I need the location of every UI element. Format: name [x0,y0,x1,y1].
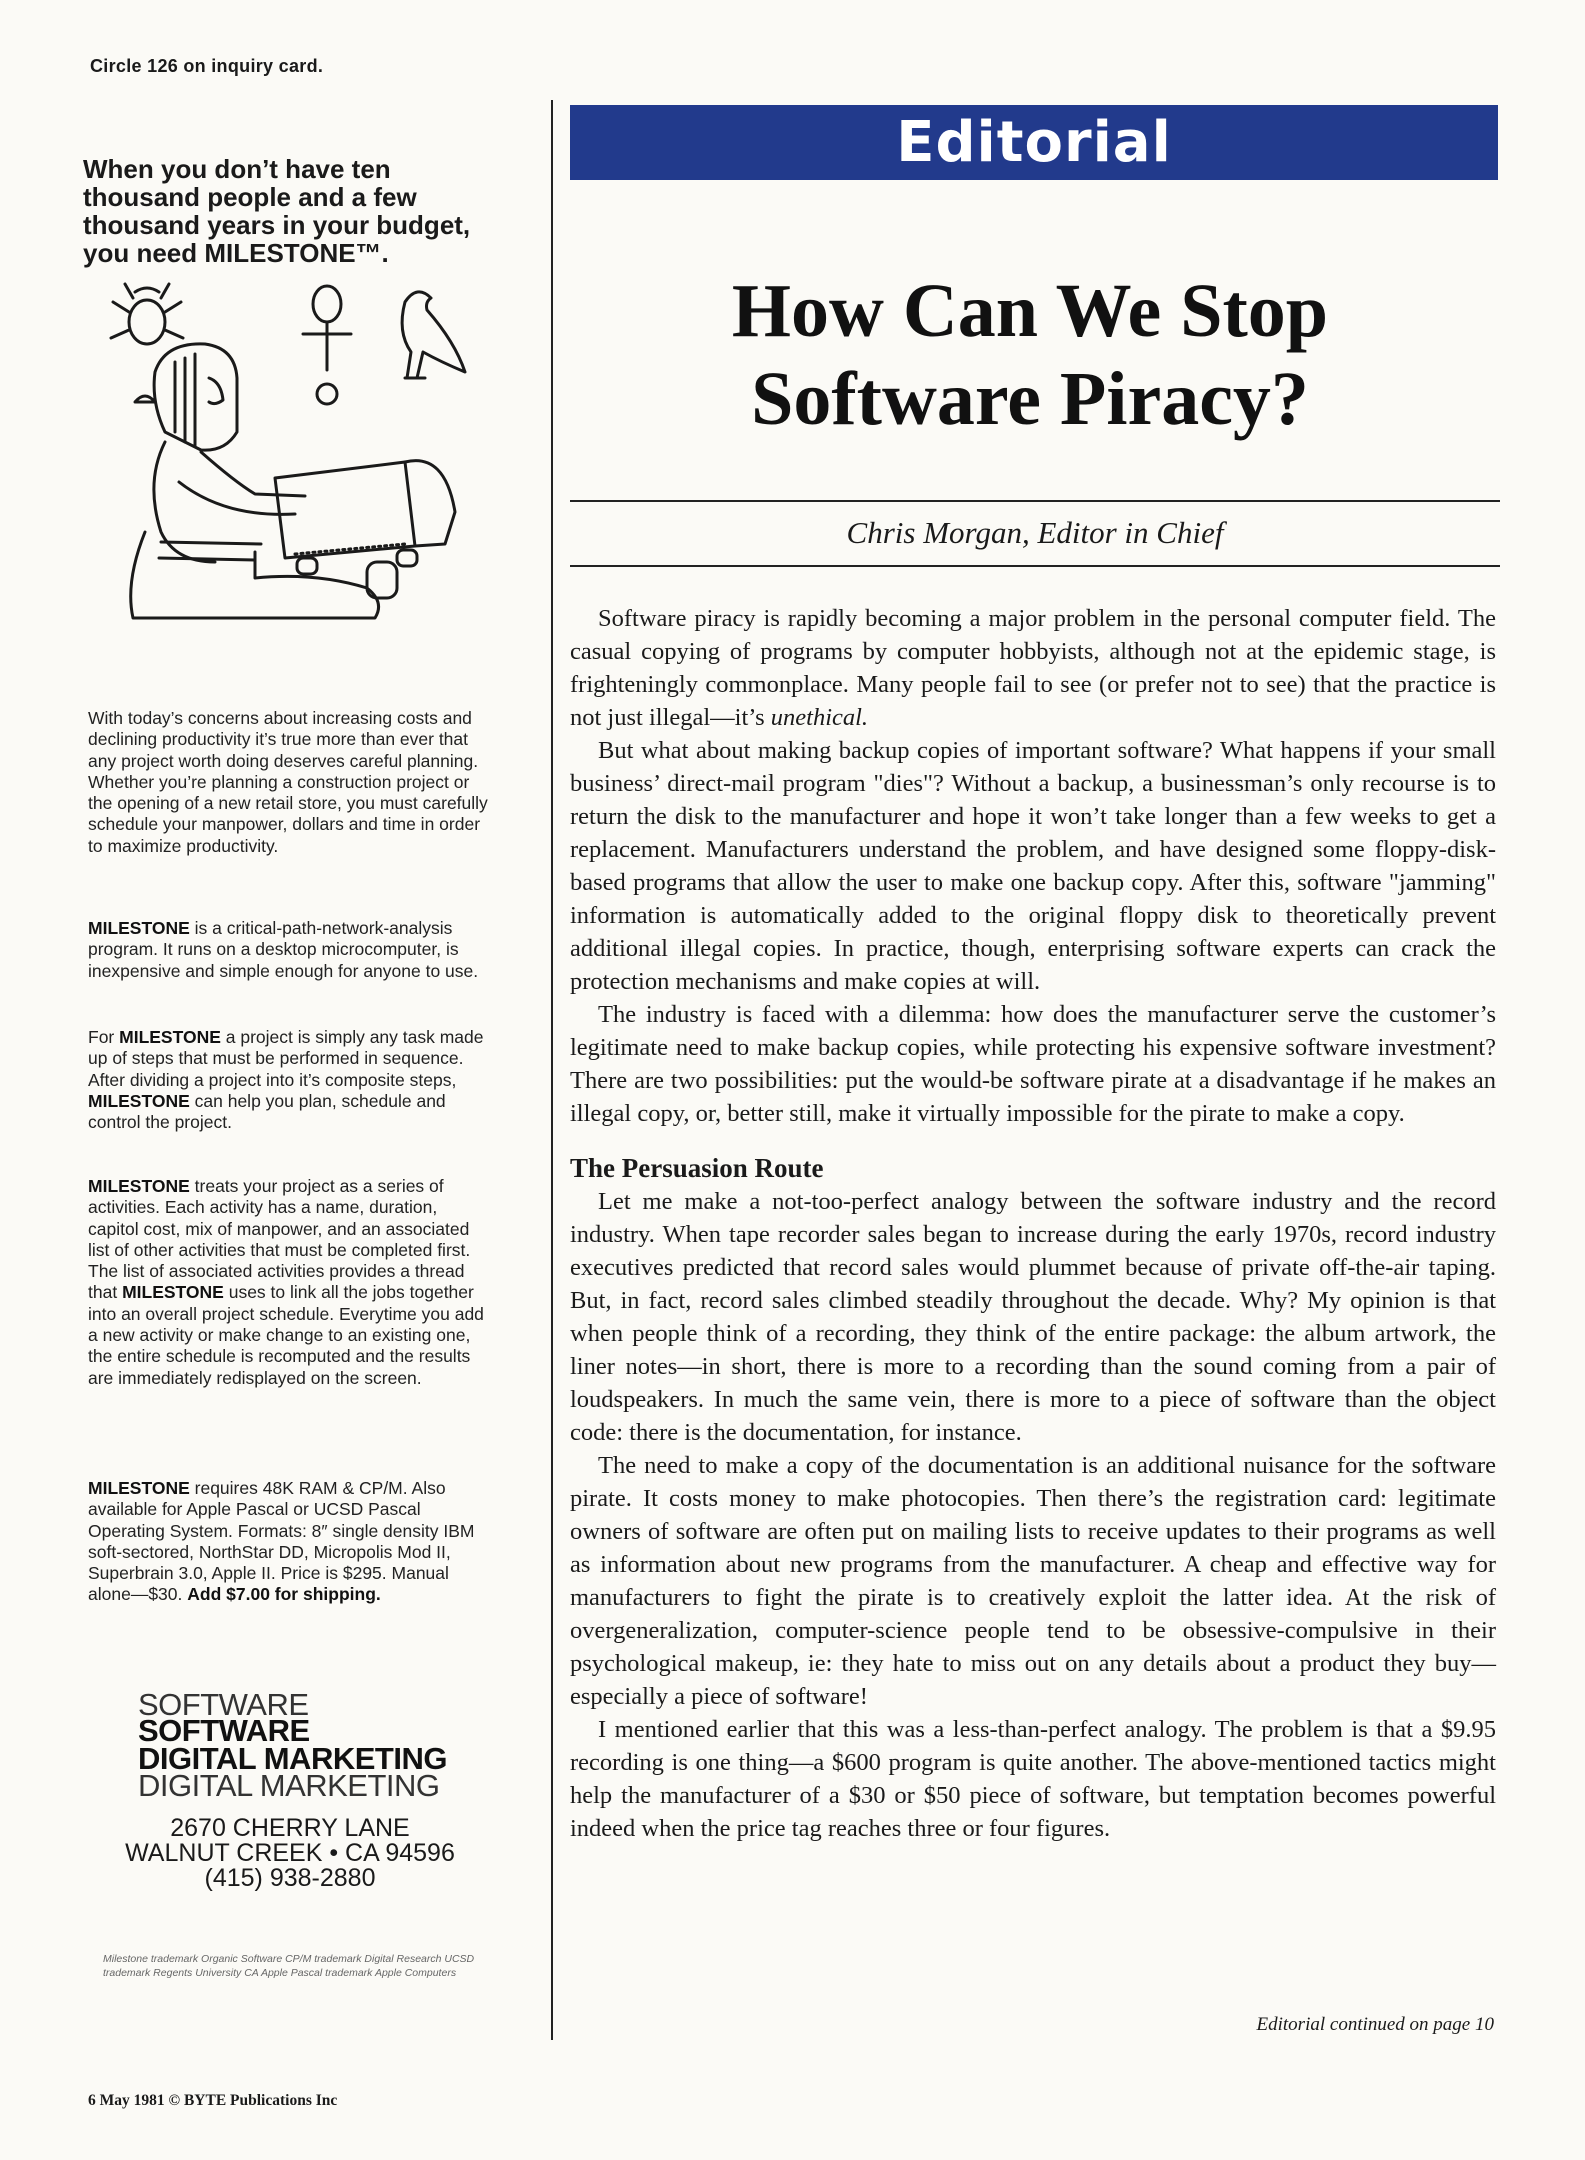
company-logo-line: DIGITAL MARKETING [138,1741,447,1776]
article-paragraph: I mentioned earlier that this was a less-than-perfect analogy. The problem is that a $9.95 recording is one thing—a $600 program is quite another. The above-mentioned tactics might help the manufacturer of a $30 or $50 piece of software, but temptation becomes powerful indeed when the price tag reaches three or four figures. [570,1716,1496,1842]
ad-text: is a critical-path-network-analysis program. It runs on a desktop microcomputer, is inexpensive and simple enough for anyone to use. [88,918,479,981]
page-footer: 6 May 1981 © BYTE Publications Inc [88,2092,338,2109]
byline-rule-top [570,500,1500,502]
company-logo-line: SOFTWARE [138,1687,309,1722]
article-subheading: The Persuasion Route [570,1153,824,1183]
pharaoh-computer-illustration [105,282,525,632]
article-title-line2: Software Piracy? [751,357,1309,441]
ad-paragraph-requirements [88,1478,488,1606]
product-name: MILESTONE [88,1176,190,1196]
product-name: MILESTONE [122,1282,224,1303]
shipping-note: Add $7.00 for shipping. [187,1584,381,1605]
article-paragraph: But what about making backup copies of important software? What happens if your small business’ direct-mail program "dies"? Without a backup, a businessman’s only recourse is to return the disk to the manufacturer and hope it won’t take longer than a few weeks to get a replacement. Manufacturers understand the problem, and have designed some floppy-disk-based programs that allow the user to make one backup copy. After this, software "jamming" information is automatically added to the original floppy disk to theoretically prevent additional illegal copies. In practice, though, enterprising software experts can crack the protection mechanisms and make copies at will. [570,737,1496,995]
ankh-icon [303,286,351,404]
ad-text: requires 48K RAM & CP/M. Also available for Apple Pascal or UCSD Pascal Operating System. Formats: 8″ single density IBM soft-sectored, NorthStar DD, Micropolis Mod II, Superbrain 3.0, Apple II. Price is $295. Manual alone—$30. [88,1478,475,1605]
continued-note: Editorial continued on page 10 [1256,2014,1494,2035]
ad-text: a project is simply any task made up of steps that must be performed in sequence. After dividing a project into it’s composite steps, [88,1027,484,1090]
address-city: WALNUT CREEK • CA 94596 [125,1839,455,1867]
article-paragraph: The need to make a copy of the documentation is an additional nuisance for the software pirate. It costs money to make photocopies. Then there’s the registration card: legitimate owners of software are often put on mailing lists to receive updates to their programs as well as information about new programs from the manufacturer. A cheap and effective way for manufacturers to fight the pirate is to creatively exploit the latter idea. At the risk of overgeneralization, computer-science people tend to be obsessive-compulsive in their psychological makeup, ie: they hate to miss out on any details about a product they buy—especially a piece of software! [570,1452,1496,1710]
product-name: MILESTONE [88,918,190,938]
article-body [570,602,1496,1845]
address-phone: (415) 938-2880 [204,1864,376,1892]
ad-text: can help you plan, schedule and control the project. [88,1090,446,1133]
byline-rule-bottom [570,565,1500,567]
ad-text: uses to link all the jobs together into an overall project schedule. Everytime you add a new activity or make change to an existing one, the entire schedule is recomputed and the results are immediately redisplayed on the screen. [88,1282,484,1388]
article-title-line1: How Can We Stop [731,269,1329,353]
product-name: MILESTONE [88,1478,190,1498]
article-paragraph [570,602,1496,734]
inquiry-note: Circle 126 on inquiry card. [90,56,324,76]
ad-paragraph-activities [88,1176,488,1389]
section-banner [570,105,1498,180]
company-logo-line: DIGITAL MARKETING [138,1768,440,1803]
ad-text: treats your project as a series of activities. Each activity has a name, duration, capitol cost, mix of manpower, and an associated list of other activities that must be completed first. The list of associated activities provides a thread that [88,1176,471,1303]
address-street: 2670 CHERRY LANE [170,1814,410,1842]
emphasis: unethical. [770,704,869,731]
column-divider [551,100,553,2040]
article-paragraph: Let me make a not-too-perfect analogy between the software industry and the record industry. When tape recorder sales began to increase during the early 1970s, record industry executives predicted that record sales would plummet because of private off-the-air taping. But, in fact, record sales climbed steadily throughout the decade. Why? My opinion is that when people think of a recording, they think of the entire package: the album artwork, the liner notes—in short, there is more to a recording than the sound coming from a pair of loudspeakers. In much the same vein, there is more to a piece of software than the object code: there is the documentation, for instance. [570,1188,1496,1446]
ad-paragraph-overview [88,918,488,982]
ad-text: For [88,1027,120,1047]
bird-icon [402,292,465,378]
product-name: MILESTONE [88,1090,190,1111]
product-name: MILESTONE [119,1027,221,1047]
ad-headline: When you don’t have ten thousand people and a few thousand years in your budget, you need MILESTONE™. [83,154,471,268]
section-banner-label: Editorial [896,110,1172,175]
ad-paragraph-project [88,1027,488,1133]
article-text: Software piracy is rapidly becoming a major problem in the personal computer field. The casual copying of programs by computer hobbyists, although not at the epidemic stage, is frighteningly commonplace. Many people fail to see (or prefer not to see) that the practice is not just illegal—it’s [570,605,1496,731]
company-logo-line: SOFTWARE [138,1713,310,1748]
pharaoh-figure [131,344,379,618]
trademark-notice: Milestone trademark Organic Software CP/M trademark Digital Research UCSD trademark Regents University CA Apple Pascal trademark Apple Computers [103,1953,475,1979]
article-paragraph: The industry is faced with a dilemma: how does the manufacturer serve the customer’s legitimate need to make backup copies, while protecting his expensive software investment? There are two possibilities: put the would-be software pirate at a disadvantage if he makes an illegal copy, or, better still, make it virtually impossible for the pirate to make a copy. [570,1001,1496,1127]
article-byline: Chris Morgan, Editor in Chief [846,515,1224,550]
ad-paragraph-intro: With today’s concerns about increasing costs and declining productivity it’s true more than ever that any project worth doing deserves careful planning. Whether you’re planning a construction project or the opening of a new retail store, you must carefully schedule your manpower, dollars and time in order to maximize productivity. [88,708,488,856]
scarab-icon [111,284,183,402]
